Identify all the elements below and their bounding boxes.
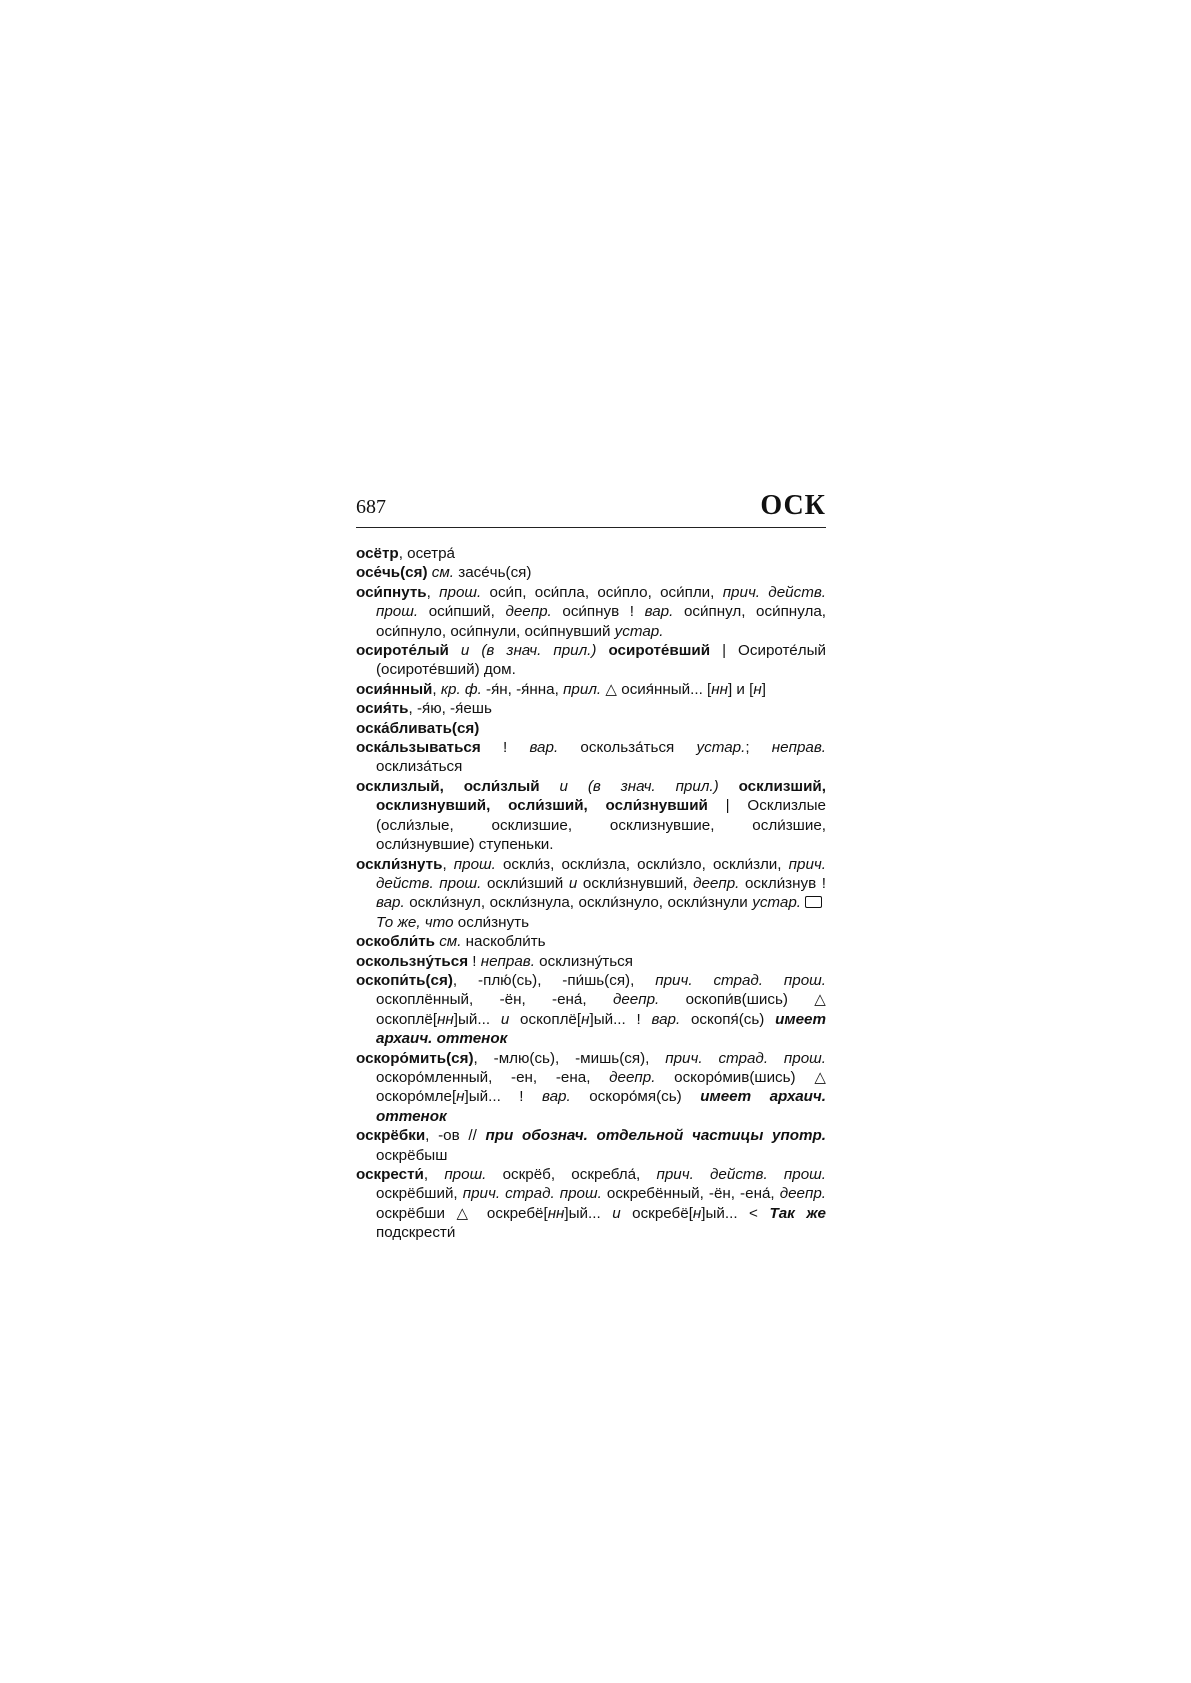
- entry-text: оскли́зший: [481, 874, 569, 892]
- headword: оскрести́: [356, 1166, 424, 1183]
- headword: осия́нный: [356, 680, 433, 698]
- headword: осётр: [356, 545, 399, 562]
- grammar-note: н: [692, 1204, 702, 1222]
- grammar-note: вар.: [542, 1088, 571, 1106]
- grammar-note: деепр.: [779, 1185, 826, 1203]
- grammar-note: нн: [437, 1010, 454, 1028]
- grammar-note: н: [753, 680, 762, 698]
- dictionary-entry: [356, 952, 826, 971]
- headword: оска́льзываться: [356, 739, 481, 757]
- entry-text: , -я́ю, -я́ешь: [408, 700, 492, 718]
- entry-text: осклиза́ться: [376, 758, 463, 776]
- headword: оскоро́мить(ся): [356, 1049, 474, 1067]
- grammar-note: деепр.: [693, 874, 740, 892]
- entry-text: оскли́з, оскли́зла, оскли́зло, оскли́зли,: [495, 855, 789, 873]
- entry-text: оскопя́(сь): [680, 1010, 776, 1028]
- grammar-note: прош.: [453, 855, 496, 873]
- grammar-note: вар.: [529, 739, 559, 757]
- entry-text: засе́чь(ся): [454, 564, 532, 582]
- grammar-note: прош.: [439, 583, 482, 601]
- headword-variant: осклизший, осклизнувший, осли́зший, осли́знувший: [376, 777, 826, 815]
- grammar-note: нн: [711, 680, 728, 698]
- dictionary-entry: [356, 680, 826, 699]
- page-header: [356, 490, 826, 530]
- entry-text: осли́знуть: [453, 913, 529, 931]
- headword: оскрёбки: [356, 1127, 426, 1145]
- entry-text: ,: [426, 583, 440, 601]
- entry-text: оскребё[: [620, 1204, 693, 1222]
- entry-text: , -млю(сь), -мишь(ся),: [473, 1049, 666, 1067]
- entry-text: оскоплё[: [509, 1010, 582, 1028]
- headword: оси́пнуть: [356, 583, 427, 601]
- entry-text: ,: [442, 855, 454, 873]
- dictionary-entry: [356, 932, 826, 951]
- grammar-note: имеет архаич. оттенок: [376, 1010, 827, 1048]
- entry-text: оскрёбыш: [376, 1146, 448, 1164]
- dictionary-entry: [356, 699, 826, 718]
- entry-text: ;: [745, 739, 772, 757]
- entry-text: !: [468, 952, 481, 970]
- entry-text: | Осклизлые (осли́злые, осклизшие, осклизнувшие, осли́зшие, осли́знувшие) ступеньки.: [376, 797, 826, 854]
- entry-text: , -плю́(сь), -пи́шь(ся),: [452, 971, 656, 989]
- entry-text: ]ый... <: [701, 1204, 770, 1222]
- grammar-note: Так же: [769, 1204, 826, 1222]
- grammar-note: прич. действ. прош.: [376, 583, 826, 621]
- headword: осе́чь(ся): [356, 564, 428, 582]
- header-rule: [356, 527, 826, 528]
- headword: осия́ть: [356, 700, 409, 718]
- dictionary-entry: [356, 971, 826, 1049]
- dictionary-entry: [356, 544, 826, 563]
- dictionary-entry: [356, 777, 826, 855]
- entry-text: ]ый...: [564, 1204, 613, 1222]
- grammar-note: устар.: [614, 622, 664, 640]
- grammar-note: вар.: [651, 1010, 681, 1028]
- headword: осклизлый, осли́злый: [356, 777, 540, 795]
- grammar-note: н: [456, 1088, 465, 1106]
- headword: оскользну́ться: [356, 952, 469, 970]
- dictionary-entry: [356, 1165, 826, 1243]
- grammar-note: нн: [547, 1204, 565, 1222]
- entry-text: оси́пший,: [418, 603, 506, 621]
- grammar-note: см.: [427, 564, 455, 582]
- entry-text: | Осироте́лый (осироте́вший) дом.: [376, 642, 827, 679]
- grammar-note: см.: [434, 933, 462, 951]
- entry-text: оскребённый, -ён, -ена́,: [601, 1185, 780, 1203]
- entry-text: наскобли́ть: [461, 933, 546, 951]
- grammar-note: деепр.: [609, 1068, 656, 1086]
- grammar-note: и: [500, 1010, 510, 1028]
- entry-text: ,: [432, 680, 441, 698]
- entry-text: , -ов //: [425, 1127, 486, 1145]
- entry-text: оси́пнув !: [551, 603, 645, 621]
- entry-text: подскрести́: [376, 1224, 456, 1242]
- dictionary-entry: [356, 641, 826, 680]
- entry-text: оскоро́мив(шись) △ оскоро́мле[: [376, 1068, 826, 1106]
- entry-text: ,: [423, 1166, 445, 1183]
- entry-text: оскольза́ться: [558, 739, 697, 757]
- grammar-note: прич. страд. прош.: [655, 971, 826, 989]
- grammar-note: н: [581, 1010, 590, 1028]
- entry-text: оскоро́мя(сь): [570, 1088, 701, 1106]
- dictionary-entry: [356, 738, 826, 777]
- grammar-note: и: [568, 874, 578, 892]
- grammar-note: То же, что: [376, 913, 454, 931]
- entry-text: оси́п, оси́пла, оси́пло, оси́пли,: [481, 583, 723, 601]
- dictionary-entry: [356, 1049, 826, 1127]
- grammar-note: прич. действ. прош.: [376, 855, 826, 892]
- grammar-note: деепр.: [612, 991, 660, 1009]
- book-icon: [805, 896, 822, 908]
- grammar-note: и (в знач. прил.): [448, 642, 597, 660]
- grammar-note: вар.: [644, 603, 674, 621]
- page-number: 687: [356, 496, 386, 518]
- entry-text: ]ый...: [453, 1010, 501, 1028]
- grammar-note: при обознач. отдельной частицы употр.: [485, 1127, 827, 1145]
- dictionary-entry: [356, 1126, 826, 1165]
- grammar-note: прош.: [444, 1166, 487, 1183]
- dictionary-entry: [356, 855, 826, 933]
- entry-text: оскрёб, оскребла́,: [486, 1166, 657, 1183]
- grammar-note: неправ.: [771, 739, 826, 757]
- headword: оскопи́ть(ся): [356, 971, 453, 989]
- grammar-note: неправ.: [480, 952, 535, 970]
- grammar-note: устар.: [696, 739, 746, 757]
- grammar-note: устар.: [752, 894, 801, 912]
- entry-text: ]ый... !: [464, 1088, 543, 1106]
- entry-text: осклизну́ться: [534, 952, 633, 970]
- entry-text: !: [480, 739, 530, 757]
- grammar-note: и (в знач. прил.): [539, 777, 719, 795]
- entry-text: оскли́знул, оскли́знула, оскли́знуло, оскли́знули: [404, 894, 753, 912]
- entry-text: оскрёбший,: [376, 1185, 463, 1203]
- dictionary-entry: [356, 719, 826, 738]
- grammar-note: деепр.: [505, 603, 552, 621]
- entry-text: оскоплённый, -ён, -ена́,: [376, 991, 613, 1009]
- entry-text: оскоро́мленный, -ен, -ена,: [376, 1068, 610, 1086]
- entry-text: оскли́знув !: [739, 874, 826, 892]
- entry-text: ]: [761, 680, 766, 698]
- dictionary-entry: [356, 583, 826, 641]
- headword-variant: осироте́вший: [596, 642, 711, 660]
- grammar-note: имеет архаич. оттенок: [376, 1088, 826, 1125]
- entry-text: -я́н, -я́нна,: [481, 680, 564, 698]
- entry-text: оскли́знувший,: [577, 874, 694, 892]
- entry-text: оскрёбши △ оскребё[: [376, 1204, 548, 1222]
- entry-text: ]ый... !: [589, 1010, 652, 1028]
- entry-text: оскопи́в(шись) △ оскоплё[: [376, 991, 826, 1028]
- headword: осироте́лый: [356, 642, 449, 660]
- entry-text: , осетра́: [398, 545, 455, 562]
- dictionary-entry: [356, 563, 826, 582]
- headword: оска́бливать(ся): [356, 719, 480, 737]
- grammar-note: прич. действ. прош.: [656, 1166, 826, 1183]
- grammar-note: прил.: [563, 680, 602, 698]
- entry-text: ] и [: [727, 680, 754, 698]
- grammar-note: и: [612, 1204, 621, 1222]
- entry-text: оси́пнул, оси́пнула, оси́пнуло, оси́пнули, оси́пнувший: [376, 603, 826, 640]
- running-head: ОСК: [760, 490, 826, 521]
- entry-text: △ осия́нный... [: [601, 680, 712, 698]
- headword: оскли́знуть: [356, 855, 443, 873]
- headword: оскобли́ть: [356, 933, 435, 951]
- grammar-note: прич. страд. прош.: [462, 1185, 602, 1203]
- grammar-note: прич. страд. прош.: [665, 1049, 826, 1067]
- grammar-note: вар.: [376, 894, 405, 912]
- dictionary-entries: [356, 544, 826, 1243]
- grammar-note: кр. ф.: [440, 680, 482, 698]
